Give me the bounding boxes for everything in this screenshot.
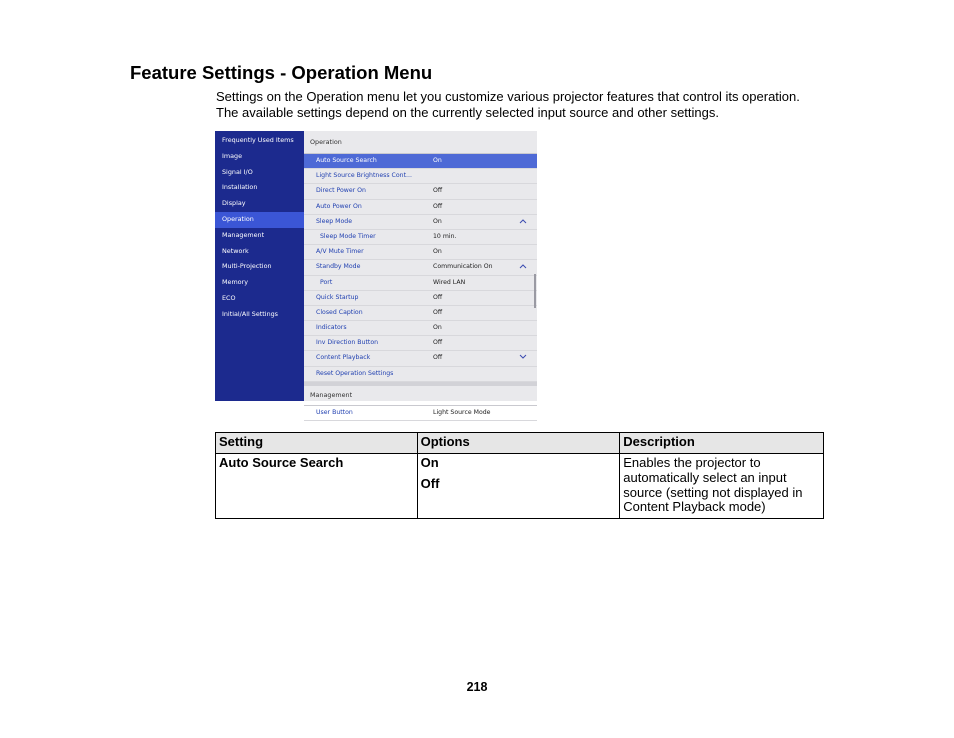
column-header-description: Description [620, 433, 824, 454]
chevron-down-icon[interactable] [519, 351, 527, 365]
menu-row-sleep-mode[interactable] [304, 215, 537, 230]
options-cell [417, 454, 620, 519]
page-number: 218 [466, 680, 488, 694]
sidebar-item-management[interactable]: Management [222, 230, 265, 239]
sidebar-item-image[interactable]: Image [222, 151, 243, 160]
sidebar-item-operation[interactable]: Operation [215, 212, 304, 228]
option-off: Off [420, 475, 440, 491]
menu-row-label: Inv Direction Button [316, 339, 379, 347]
intro-line-2: The available settings depend on the currently selected input source and other settings. [216, 104, 719, 120]
menu-row-quick-startup[interactable] [304, 291, 537, 306]
menu-row-value: Off [433, 308, 443, 316]
panel-scrollbar[interactable] [534, 274, 536, 308]
menu-row-direct-power-on[interactable] [304, 184, 537, 199]
menu-row-light-source-brightness[interactable] [304, 169, 537, 184]
menu-row-value: Off [433, 187, 443, 195]
menu-row-content-playback[interactable] [304, 351, 537, 366]
menu-row-port[interactable] [304, 276, 537, 291]
menu-row-inv-direction-button[interactable] [304, 336, 537, 351]
menu-row-value: On [433, 157, 442, 164]
menu-row-value: Wired LAN [433, 278, 466, 286]
sidebar-item-network[interactable]: Network [222, 246, 249, 255]
option-on: On [420, 455, 439, 470]
menu-row-label: Sleep Mode [316, 217, 353, 225]
menu-sidebar [215, 131, 304, 401]
menu-row-standby-mode[interactable] [304, 260, 537, 275]
menu-row-auto-power-on[interactable] [304, 200, 537, 215]
menu-row-value: On [433, 248, 442, 256]
chevron-up-icon[interactable] [519, 215, 527, 229]
menu-row-sleep-mode-timer[interactable] [304, 230, 537, 245]
menu-row-closed-caption[interactable] [304, 306, 537, 321]
intro-line-1: Settings on the Operation menu let you customize various projector features that control its operation. [216, 89, 800, 104]
menu-row-value: On [433, 324, 442, 332]
sidebar-item-installation[interactable]: Installation [222, 183, 258, 192]
menu-row-indicators[interactable] [304, 321, 537, 336]
menu-row-value: Communication On [433, 263, 493, 271]
sidebar-item-multi-projection[interactable]: Multi-Projection [222, 262, 272, 271]
setting-cell: Auto Source Search [216, 454, 418, 519]
sidebar-item-frequently-used[interactable]: Frequently Used Items [222, 136, 294, 144]
page-title: Feature Settings - Operation Menu [130, 62, 433, 83]
section-header-operation: Operation [304, 131, 537, 154]
menu-row-label: Indicators [316, 324, 347, 332]
sidebar-item-initial-all-settings[interactable]: Initial/All Settings [222, 309, 279, 318]
menu-row-av-mute-timer[interactable] [304, 245, 537, 260]
chevron-up-icon[interactable] [519, 260, 527, 274]
settings-table [215, 432, 824, 519]
menu-row-label: Reset Operation Settings [316, 369, 394, 377]
menu-row-label: User Button [316, 408, 353, 416]
menu-row-label: Port [320, 278, 333, 286]
menu-row-label: Content Playback [316, 354, 371, 362]
sidebar-item-memory[interactable]: Memory [222, 278, 248, 287]
sidebar-item-signal-io[interactable]: Signal I/O [222, 167, 253, 176]
menu-row-label: Auto Power On [316, 202, 362, 210]
menu-row-value: Off [433, 354, 443, 362]
section-header-management: Management [304, 386, 537, 406]
menu-row-label: Auto Source Search [316, 157, 377, 164]
menu-row-reset-operation-settings[interactable] [304, 367, 537, 382]
menu-row-value: 10 min. [433, 232, 457, 240]
description-cell: Enables the projector to automatically select an input source (setting not displayed in Content Playback mode) [620, 454, 824, 519]
menu-panel [304, 131, 537, 416]
table-row [216, 454, 824, 519]
column-header-options: Options [417, 433, 620, 454]
menu-row-value: Off [433, 202, 443, 210]
menu-row-label: Sleep Mode Timer [320, 232, 376, 240]
menu-row-label: Direct Power On [316, 187, 366, 195]
menu-row-value: Off [433, 339, 443, 347]
menu-row-label: Light Source Brightness Cont... [316, 172, 412, 180]
menu-row-user-button[interactable] [304, 406, 537, 421]
menu-row-label: Closed Caption [316, 308, 363, 316]
sidebar-item-display[interactable]: Display [222, 199, 246, 208]
column-header-setting: Setting [216, 433, 418, 454]
menu-row-label: Quick Startup [316, 293, 359, 301]
operation-menu-screenshot [215, 131, 537, 416]
menu-row-value: Off [433, 293, 443, 301]
menu-row-value: Light Source Mode [433, 408, 491, 416]
table-header-row [216, 433, 824, 454]
sidebar-item-eco[interactable]: ECO [222, 293, 236, 302]
menu-row-value: On [433, 217, 442, 225]
menu-row-label: A/V Mute Timer [316, 248, 364, 256]
intro-paragraph [216, 89, 836, 120]
menu-row-label: Standby Mode [316, 263, 361, 271]
menu-row-auto-source-search[interactable] [304, 154, 537, 169]
